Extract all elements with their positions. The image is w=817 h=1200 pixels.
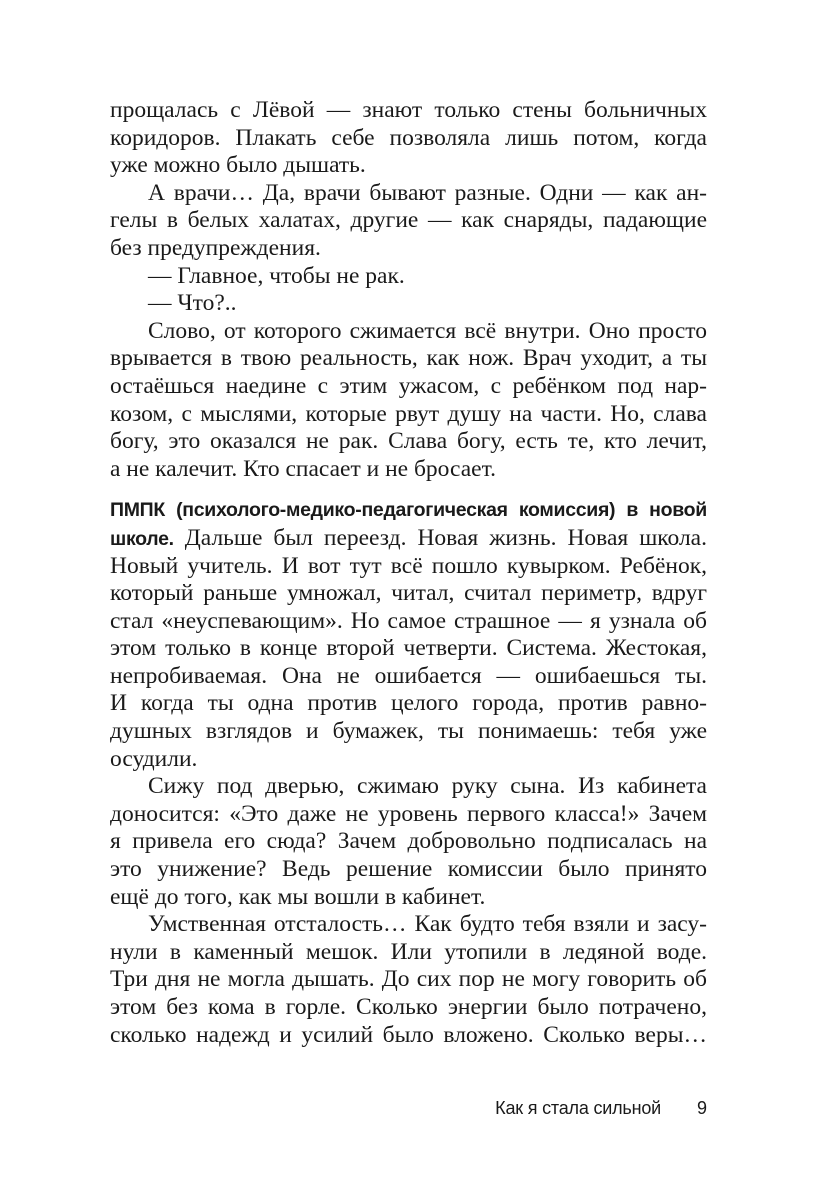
text-line: а не калечит. Кто спасает и не бросает. [110,455,496,482]
text-line: козом, с мыслями, которые рвут душу на части. Но, слава [110,400,707,427]
text-line [110,525,707,553]
text-line: сколько надежд и усилий было вложено. Сколько веры… [110,1021,707,1048]
running-title: Как я стала сильной [495,1098,661,1118]
text-line: душных взглядов и бумажек, ты понимаешь: тебя уже [110,718,707,745]
text-run: Дальше был переезд. Новая жизнь. Новая школа. [173,524,707,551]
page-footer [110,1098,707,1128]
text-line: я привела его сюда? Зачем добровольно подписалась на [110,828,707,855]
text-line: этом только в конце второй четверти. Система. Жестокая, [110,635,707,662]
text-line: Сижу под дверью, сжимаю руку сына. Из кабинета [148,773,707,800]
text-line: непробиваемая. Она не ошибается — ошибаешься ты. [110,662,707,689]
text-line: нули в каменный мешок. Или утопили в ледяной воде. [110,938,707,965]
text-line: который раньше умножал, читал, считал периметр, вдруг [110,580,707,607]
text-line: прощалась с Лёвой — знают только стены больничных [110,97,707,123]
text-line: это унижение? Ведь решение комиссии было принято [110,856,707,883]
page-text [110,97,707,1049]
text-line: остаёшься наедине с этим ужасом, с ребёнком под нар- [110,372,707,399]
text-line: уже можно было дышать. [110,152,366,179]
text-line: коридоров. Плакать себе позволяла лишь потом, когда [110,124,707,151]
text-line: А врачи… Да, врачи бывают разные. Одни — как ан- [148,179,707,206]
page-number: 9 [696,1098,707,1118]
text-line: гелы в белых халатах, другие — как снаряды, падающие [110,207,707,234]
text-line: Три дня не могла дышать. До сих пор не могу говорить об [110,966,707,993]
section-heading: ПМПК (психолого-медико-педагогическая комиссия) в новой [110,499,707,522]
text-line: осудили. [110,745,198,772]
text-line: Умственная отсталость… Как будто тебя взяли и засу- [148,911,707,938]
dialogue-line: — Главное, чтобы не рак. [148,262,405,289]
text-line: врывается в твою реальность, как нож. Врач уходит, а ты [110,345,707,372]
dialogue-line: — Что?.. [148,290,237,317]
text-line: без предупреждения. [110,234,321,261]
text-line: стал «неуспевающим». Но самое страшное — я узнала об [110,607,707,634]
text-line: И когда ты одна против целого города, против равно- [110,690,707,717]
text-line: ещё до того, как мы вошли в кабинет. [110,883,486,910]
text-line: Новый учитель. И вот тут всё пошло кувырком. Ребёнок, [110,552,707,579]
section-gap [110,483,707,497]
text-line: богу, это оказался не рак. Слава богу, есть те, кто лечит, [110,428,707,455]
text-line: доносится: «Это даже не уровень первого класса!» Зачем [110,800,707,827]
text-line: Слово, от которого сжимается всё внутри. Оно просто [148,317,707,344]
text-line: этом без кома в горле. Сколько энергии было потрачено, [110,994,707,1020]
section-heading-end: школе. [110,527,174,550]
